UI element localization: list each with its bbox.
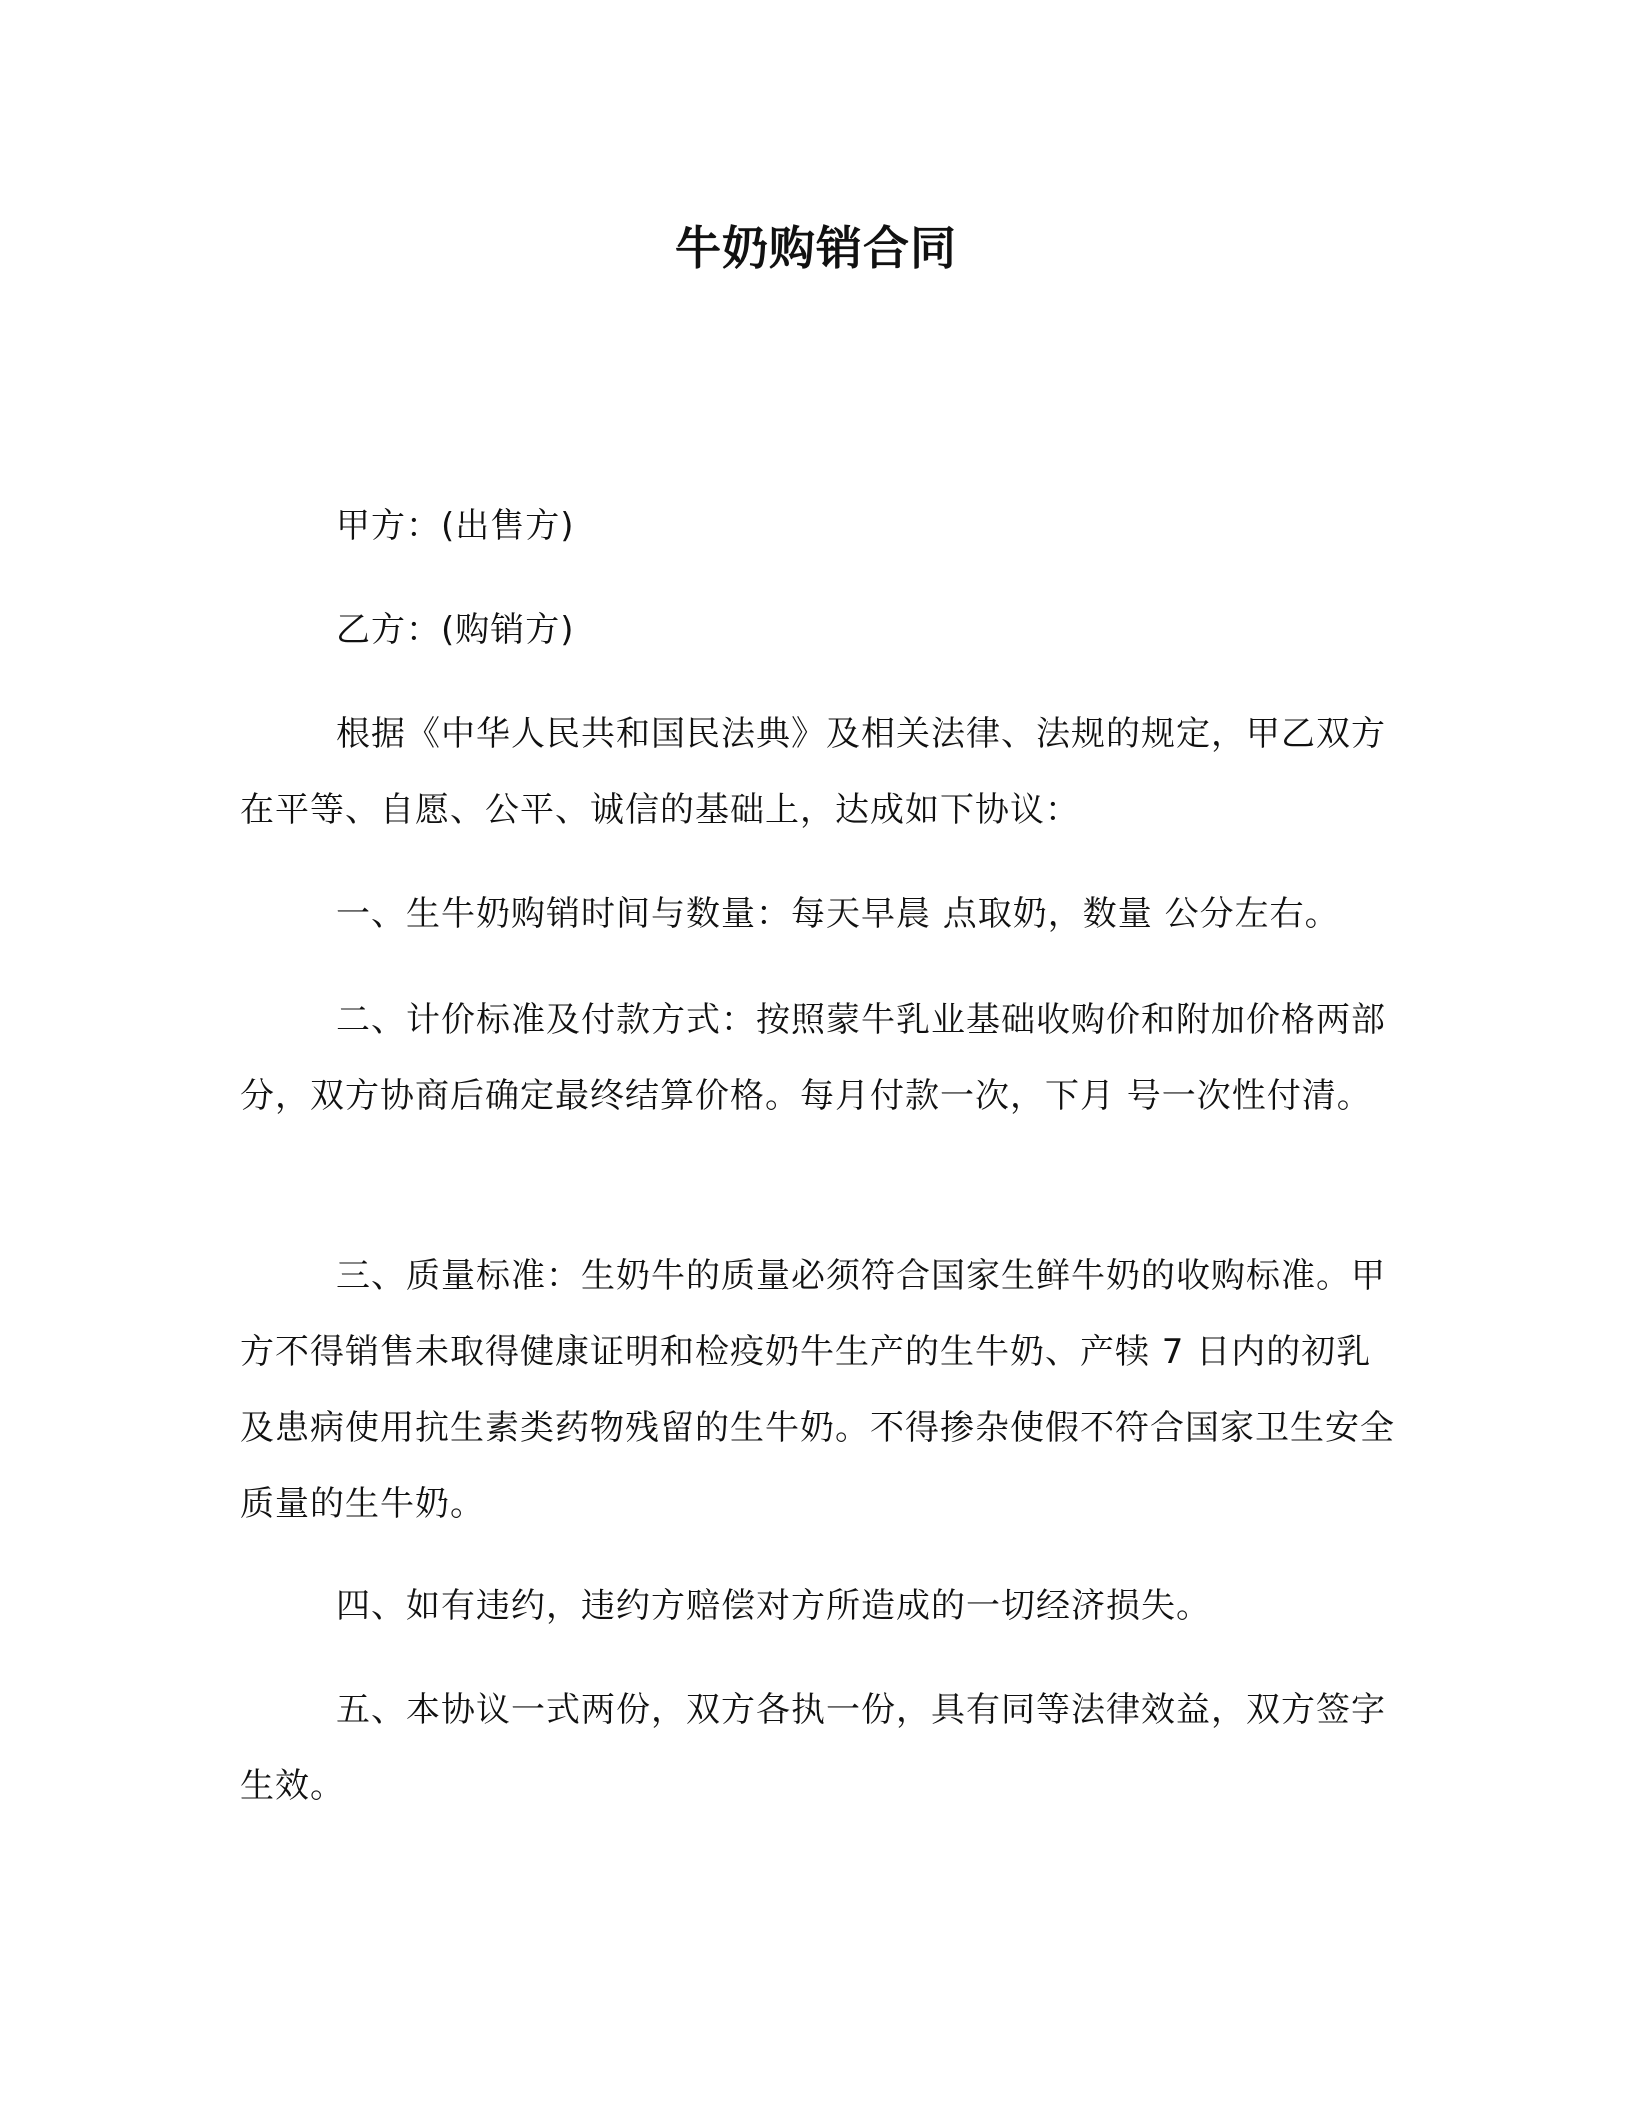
party-a-line [240,488,1400,564]
clause-5-text: 五、本协议一式两份，双方各执一份，具有同等法律效益，双方签字生效。 [240,1690,1386,1806]
preamble-text: 根据《中华人民共和国民法典》及相关法律、法规的规定，甲乙双方在平等、自愿、公平、诚信的基础上，达成如下协议： [240,714,1386,830]
clause-3-paragraph [240,1238,1400,1542]
clause-2-text: 二、计价标准及付款方式：按照蒙牛乳业基础收购价和附加价格两部分，双方协商后确定最终结算价格。每月付款一次，下月 号一次性付清。 [240,1000,1386,1116]
clause-1-paragraph [240,876,1400,952]
clause-5-paragraph [240,1672,1400,1824]
clause-3-text: 三、质量标准：生奶牛的质量必须符合国家生鲜牛奶的收购标准。甲方不得销售未取得健康证明和检疫奶牛生产的生牛奶、产犊 7 日内的初乳及患病使用抗生素类药物残留的生牛奶。不得掺杂使假不符合国家卫生安全质量的生牛奶。 [240,1256,1395,1524]
clause-4-paragraph [240,1568,1400,1644]
clause-1-text: 一、生牛奶购销时间与数量：每天早晨 点取奶，数量 公分左右。 [336,894,1340,934]
preamble-paragraph [240,696,1400,848]
clause-2-paragraph [240,982,1400,1134]
clause-4-text: 四、如有违约，违约方赔偿对方所造成的一切经济损失。 [336,1586,1211,1626]
party-a-text: 甲方：(出售方) [336,506,575,546]
party-b-line [240,592,1400,668]
document-title: 牛奶购销合同 [675,221,957,275]
party-b-text: 乙方：(购销方) [336,610,575,650]
